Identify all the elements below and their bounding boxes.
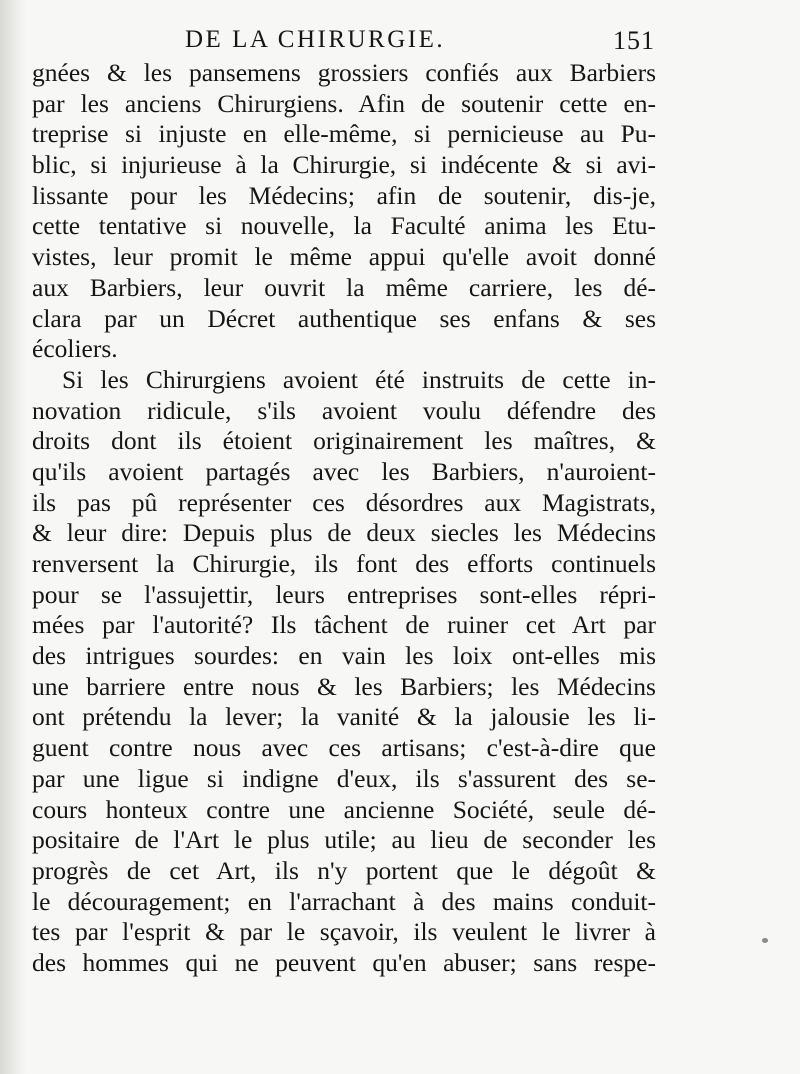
ink-speck — [762, 938, 768, 943]
text-line: une barriere entre nous & les Barbiers; les Médecins — [32, 671, 656, 701]
text-line: ils pas pû représenter ces désordres aux Magistrats, — [32, 487, 656, 517]
text-line: treprise si injuste en elle-même, si pernicieuse au Pu- — [32, 119, 656, 149]
text-line: renversent la Chirurgie, ils font des efforts continuels — [32, 549, 656, 578]
body-text — [32, 58, 656, 979]
text-line: novation ridicule, s'ils avoient voulu défendre des — [32, 395, 656, 425]
text-line: cette tentative si nouvelle, la Faculté anima les Etu- — [32, 211, 656, 241]
text-line: des hommes qui ne peuvent qu'en abuser; sans respe- — [32, 947, 656, 977]
paragraph-first-line: Si les Chirurgiens avoient été instruits de cette in- — [62, 364, 656, 394]
text-line: lissante pour les Médecins; afin de soutenir, dis-je, — [32, 180, 656, 210]
text-line: clara par un Décret authentique ses enfans & ses — [32, 303, 656, 333]
page-gutter-shadow — [0, 0, 26, 1074]
text-line: le découragement; en l'arrachant à des mains conduit- — [32, 886, 656, 916]
text-line: & leur dire: Depuis plus de deux siecles les Médecins — [32, 518, 656, 548]
text-line: cours honteux contre une ancienne Société, seule dé- — [32, 794, 656, 824]
text-line: gnées & les pansemens grossiers confiés aux Barbiers — [32, 58, 656, 87]
text-line: positaire de l'Art le plus utile; au lieu de seconder les — [32, 825, 656, 855]
text-line: par les anciens Chirurgiens. Afin de soutenir cette en- — [32, 88, 656, 118]
text-line: tes par l'esprit & par le sçavoir, ils veulent le livrer à — [32, 917, 656, 947]
text-line: progrès de cet Art, ils n'y portent que le dégoût & — [32, 855, 656, 885]
text-line: ont prétendu la lever; la vanité & la jalousie les li- — [32, 702, 656, 732]
page-header — [185, 26, 655, 58]
text-line: guent contre nous avec ces artisans; c'est-à-dire que — [32, 733, 656, 763]
running-title: DE LA CHIRURGIE. — [185, 26, 446, 53]
text-line: vistes, leur promit le même appui qu'elle avoit donné — [32, 242, 656, 272]
text-line: mées par l'autorité? Ils tâchent de ruiner cet Art par — [32, 610, 656, 640]
text-line: des intrigues sourdes: en vain les loix ont-elles mis — [32, 641, 656, 671]
text-line: qu'ils avoient partagés avec les Barbiers, n'auroient- — [32, 456, 656, 486]
text-line: aux Barbiers, leur ouvrit la même carriere, les dé- — [32, 272, 656, 302]
text-line: par une ligue si indigne d'eux, ils s'assurent des se- — [32, 763, 656, 793]
text-line: droits dont ils étoient originairement les maîtres, & — [32, 426, 656, 456]
text-line: écoliers. — [32, 334, 118, 364]
page-number: 151 — [613, 26, 655, 55]
text-line: pour se l'assujettir, leurs entreprises sont-elles répri- — [32, 579, 656, 609]
text-line: blic, si injurieuse à la Chirurgie, si indécente & si avi- — [32, 150, 656, 180]
